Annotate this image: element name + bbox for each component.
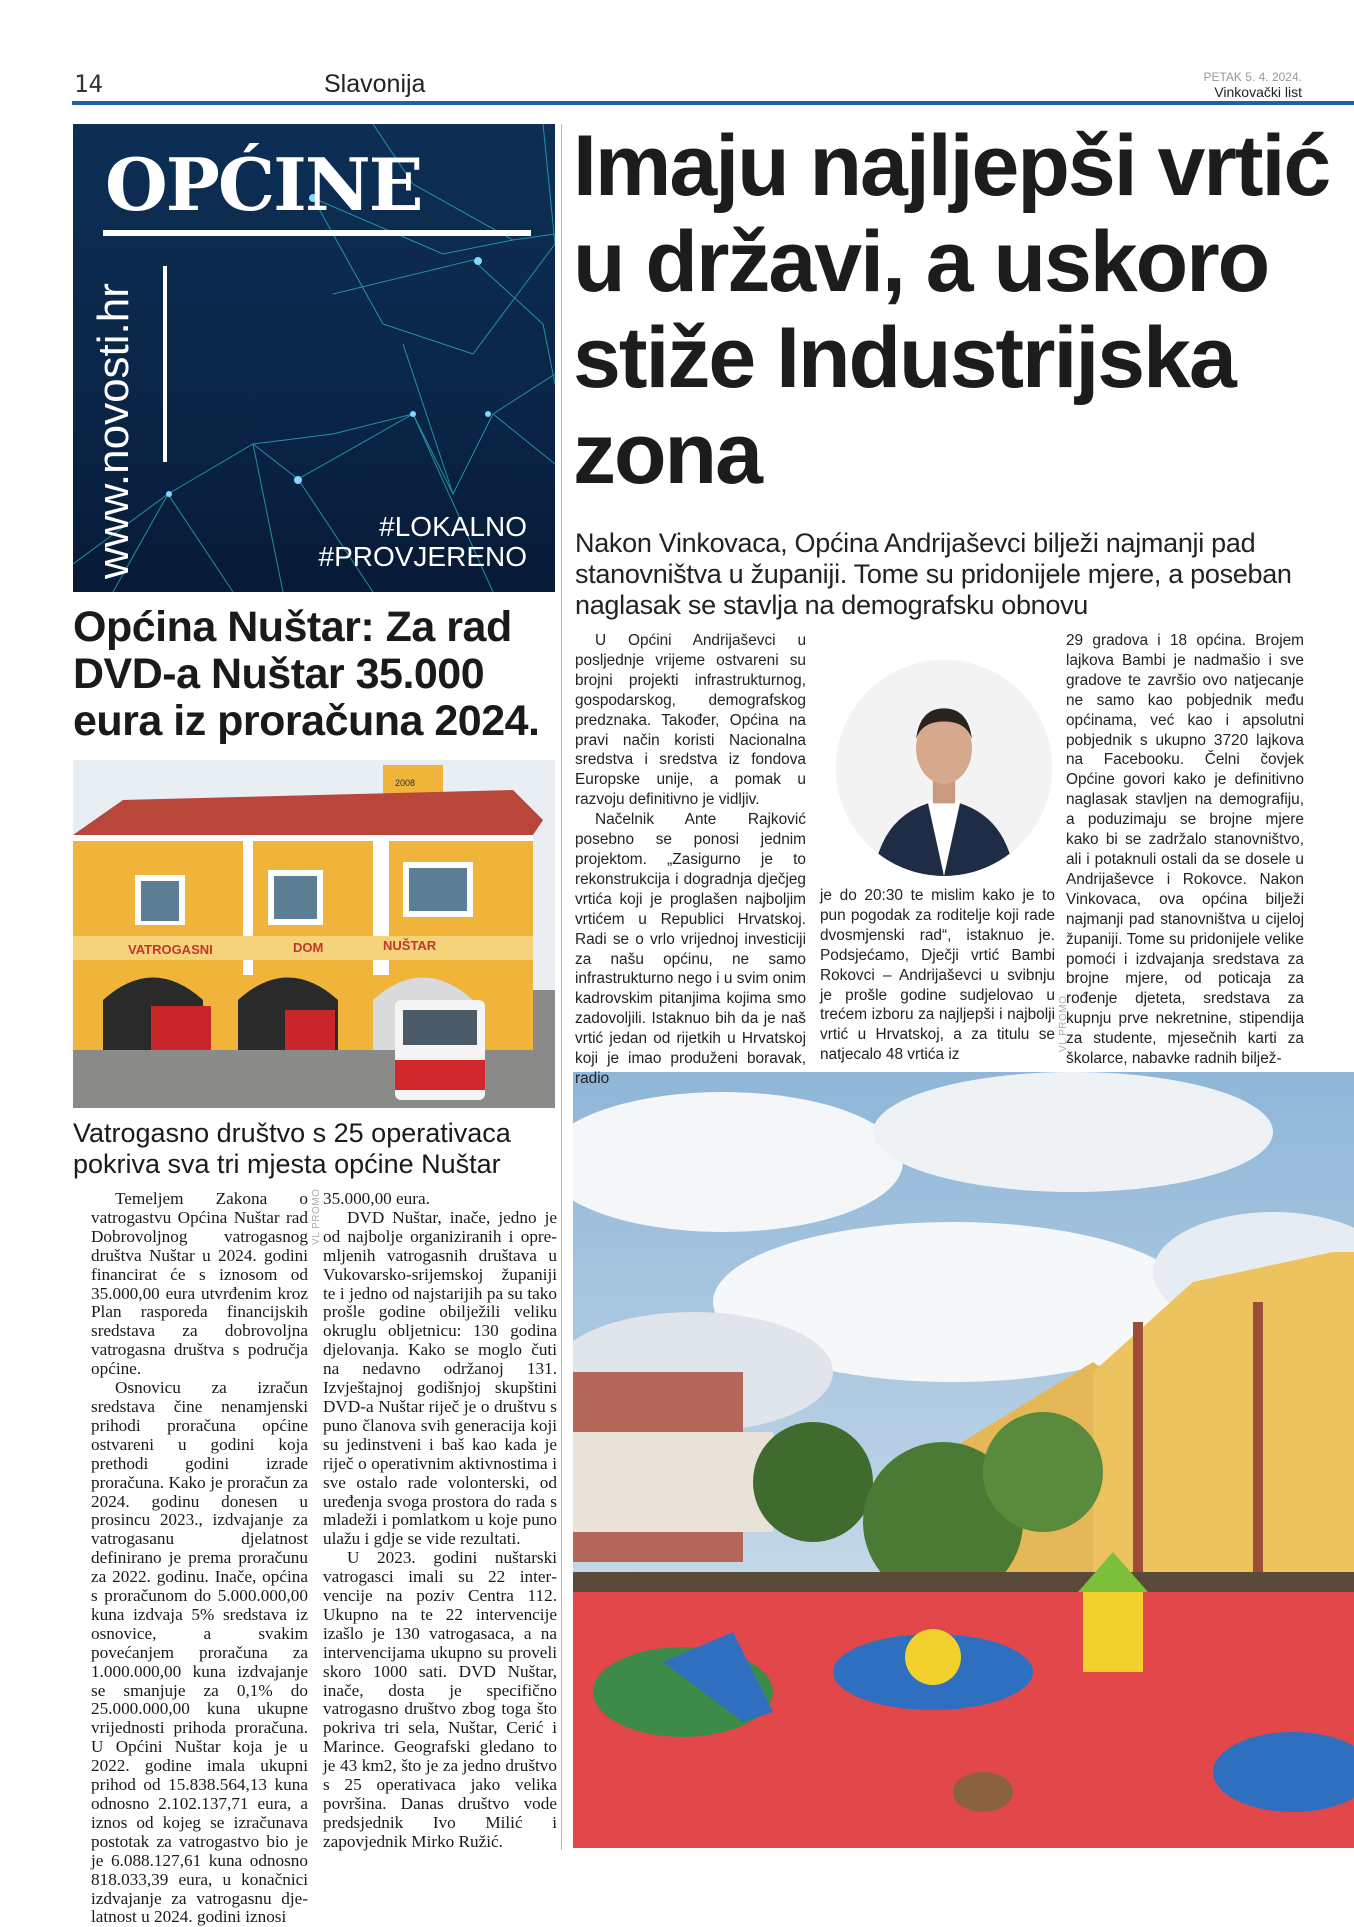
- header-rule: [72, 101, 1354, 105]
- main-deck: Nakon Vinkovaca, Općina Andrijaševci bilježi najmanji pad stanovništva u županiji. Tome su pridonijele mjere, a poseban naglasak se stavlja na demografsku obnovu: [575, 528, 1292, 620]
- banner-tags: [319, 512, 528, 572]
- paragraph: Osnovicu za izračun sredstava čine nenamjenski prihodi proračuna općine ostvareni u godini koja prethodi godini izrade proračuna. Kako je proračun za 2024. godinu donesen u prosincu 2023., izdvajanje za vatrogasanu djelatnost definirano je prema proračunu za 2022. godinu. Inače, općina s proračunom do 5.000.000,00 kuna izdvaja 5% sredstava iz osnovice, a svakim povećanjem proračuna za 1.000.000,00 kuna izdvajanje se smanjuje za 0,1% do 25.000.000,00 kuna ukupne vrijednosti prihoda proračuna. U Općini Nuštar koja je u 2022. godine imala ukupni prihod od 15.838.564,13 kuna odnosno 2.102.137,71 eura, a iznos od kojeg se izračunava postotak za vatrogastvo bio je je 6.088.127,61 kuna odnosno 818.033,39 eura, u konačnici izdvajanje za vatrogasnu djelatnost u 2024. godini iznosi: [91, 1378, 308, 1927]
- banner-vertical-line: [163, 266, 167, 462]
- newspaper-name: Vinkovački list: [1214, 84, 1302, 100]
- page-number: 14: [74, 70, 103, 98]
- paragraph: DVD Nuštar, inače, jedno je od najbolje organiziranih i opremljenih vatrogasnih društava u Vukovarsko-srijemskoj županiji te i jedno od najstarijih pa su tako prošle godine obilježili veliku okruglu obljetnicu: 130 godina djelovanja. Kako se moglo čuti na nedavno održanoj 131. Izvještajnoj godišnjoj skupštini DVD-a Nuštar riječ je o društvu s puno članova svih generacija koji su jedinstveni i baš kao kada je riječ o operativnim aktivnostima i sve ostalo rade volonterski, od uređenja svoga prostora do rada s mladeži i pomlatkom u koje puno ulažu i gdje se vide rezultati.: [323, 1207, 557, 1549]
- promo-label: VL PROMO: [311, 1188, 322, 1245]
- photo-year: 2008: [395, 778, 416, 788]
- main-article-column-1: [575, 631, 806, 1089]
- banner-title: OPĆINE: [105, 142, 422, 227]
- kindergarten-playground-photo: [573, 1072, 1354, 1848]
- sign-dom: DOM: [293, 940, 324, 955]
- sign-nustar: NUŠTAR: [383, 938, 437, 953]
- column-divider: [561, 124, 562, 1850]
- left-article-column-2: [323, 1190, 557, 1852]
- issue-date: PETAK 5. 4. 2024.: [1203, 70, 1302, 84]
- paragraph: Načelnik Ante Rajković posebno se ponosi jednim projektom. „Zasigurno je to rekonstrukcija i dogradnja dječjeg vrtića koji je proglašen najboljim vrtićem u Republici Hrvatskoj. Radi se o vrlo vrijednoj investiciji za našu općinu, ne samo infrastrukturno nego i u svim onim kadrovskim pitanjima kojima smo zadovoljili. Istaknuo bih da je naš vrtić jedan od rijetkih u Hrvatskoj koji je imao produženi boravak, radio: [575, 811, 806, 1087]
- banner-url: www.novosti.hr: [89, 283, 138, 579]
- main-article-column-2: [820, 886, 1055, 1065]
- opcine-banner: [73, 124, 555, 592]
- left-article-subhead: Vatrogasno društvo s 25 operativaca pokriva sva tri mjesta općine Nuštar: [73, 1118, 511, 1179]
- paragraph: U 2023. godini nuštarski vatrogasci imali su 22 intervencije na poziv Centra 112. Ukupno na te 22 intervencije izašlo je 130 vatrogasaca, a na intervencijama ukupno su proveli skoro 1000 sati. DVD Nuštar, inače, dosta je specifično vatrogasno društvo zbog toga što pokriva tri sela, Nuštar, Cerić i Marince. Geografski gledano to je 43 km2, što je za jedno društvo s 25 operativaca jako velika površina. Danas društvo vode predsjednik Ivo Milić i zapovjednik Mirko Ružić.: [323, 1548, 557, 1851]
- paragraph: Temeljem Zakona o vatrogastvu Općina Nuštar rad Dobrovoljnog vatrogasnog društva Nuštar u 2024. godini financirat će s iznosom od 35.000,00 eura utvrđenim kroz Plan rasporeda financijskih sredstava za dobrovoljna vatrogasna društva s područja općine.: [91, 1189, 308, 1379]
- main-headline: Imaju najljepši vrtić u državi, a uskoro stiže Industrijska zona: [573, 118, 1330, 502]
- left-article-column-1: [91, 1190, 308, 1927]
- section-title: Slavonija: [324, 70, 426, 98]
- paragraph: 29 gradova i 18 općina. Brojem lajkova Bambi je nadmašio i sve gradove te završio ovo natjecanje ne samo kao pobjednik među općinama, već kao i apsolutni pobjednik s ukupno 3720 lajkova na Facebooku. Čelni čovjek Općine govori kako je definitivno naglasak stavljen na demografiju, a poduzimaju se brojne mjere kako bi se zadržalo stanovništvo, ali i potaknuli ostali da se dosele u Andrijaševce i Rokovce. Nakon Vinkovaca, ova općina bilježi najmanji pad stanovništva u cijeloj županiji. Tome su pridonijele velike pomoći i izdvajanja sredstava za brojne mjere, od poticaja za rođenje djeteta, sredstava za kupnju prve nekretnine, stipendija za studente, mjesečnih karti za školarce, nabavke radnih biljež-: [1066, 632, 1304, 1068]
- fire-station-photo: [73, 760, 555, 1108]
- tag-provjereno: #PROVJERENO: [318, 541, 527, 572]
- sign-vatrogasni: VATROGASNI: [128, 942, 213, 957]
- paragraph: je do 20:30 te mislim kako je to pun pogodak za roditelje koji rade dvosmjenski rad“, istaknuo je. Podsjećamo, Dječji vrtić Bambi Rokovci – Andrijaševci u svibnju je prošle godine sudjelovao u trećem izboru za najljepši i najbolji vrtić u Hrvatskoj, a za titulu se natjecalo 48 vrtića iz: [820, 887, 1055, 1064]
- banner-divider: [103, 230, 531, 236]
- paragraph: 35.000,00 eura.: [323, 1189, 430, 1208]
- left-article-headline: Općina Nuštar: Za rad DVD-a Nuštar 35.000 eura iz proračuna 2024.: [73, 603, 540, 745]
- promo-label: VL PROMO: [1058, 995, 1069, 1052]
- tag-lokalno: #LOKALNO: [379, 511, 527, 542]
- main-article-column-3: [1066, 631, 1304, 1069]
- mayor-portrait: [836, 660, 1052, 876]
- paragraph: U Općini Andrijaševci u posljednje vrijeme ostvareni su brojni projekti infrastrukturnog, gospodarskog, demografskog predznaka. Također, Općina na pravi način koristi Nacionalna sredstva i sredstva iz fondova Europske unije, a pomak u razvoju definitivno je vidljiv.: [575, 632, 806, 809]
